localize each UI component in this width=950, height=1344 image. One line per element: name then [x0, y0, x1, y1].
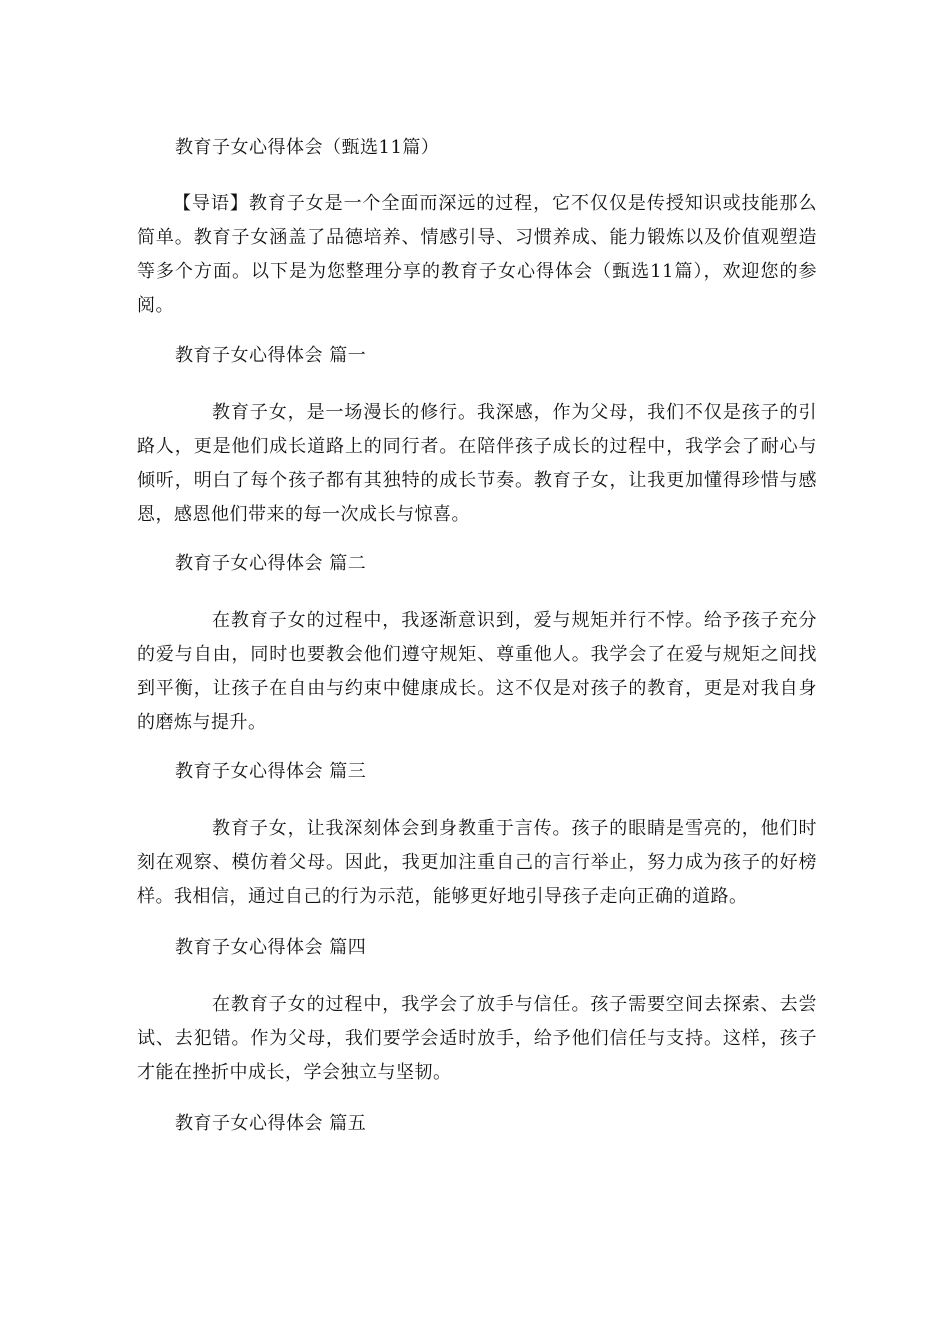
- section-body-1: 教育子女，是一场漫长的修行。我深感，作为父母，我们不仅是孩子的引路人，更是他们成长道路上的同行者。在陪伴孩子成长的过程中，我学会了耐心与倾听，明白了每个孩子都有其独特的成长节奏。教育子女，让我更加懂得珍惜与感恩，感恩他们带来的每一次成长与惊喜。: [137, 402, 817, 525]
- document-title: 教育子女心得体会（甄选11篇）: [175, 137, 440, 158]
- section-body-2: 在教育子女的过程中，我逐渐意识到，爱与规矩并行不悖。给予孩子充分的爱与自由，同时也要教会他们遵守规矩、尊重他人。我学会了在爱与规矩之间找到平衡，让孩子在自由与约束中健康成长。这不仅是对孩子的教育，更是对我自身的磨炼与提升。: [137, 610, 817, 733]
- section-heading-5: 教育子女心得体会 篇五: [175, 1113, 367, 1134]
- section-body-3: 教育子女，让我深刻体会到身教重于言传。孩子的眼睛是雪亮的，他们时刻在观察、模仿着父母。因此，我更加注重自己的言行举止，努力成为孩子的好榜样。我相信，通过自己的行为示范，能够更好地引导孩子走向正确的道路。: [137, 818, 817, 907]
- section-heading-4: 教育子女心得体会 篇四: [175, 937, 367, 958]
- section-body-4: 在教育子女的过程中，我学会了放手与信任。孩子需要空间去探索、去尝试、去犯错。作为父母，我们要学会适时放手，给予他们信任与支持。这样，孩子才能在挫折中成长，学会独立与坚韧。: [137, 994, 817, 1083]
- section-heading-1: 教育子女心得体会 篇一: [175, 345, 367, 366]
- section-heading-3: 教育子女心得体会 篇三: [175, 761, 367, 782]
- intro-paragraph: 【导语】教育子女是一个全面而深远的过程，它不仅仅是传授知识或技能那么简单。教育子女涵盖了品德培养、情感引导、习惯养成、能力锻炼以及价值观塑造等多个方面。以下是为您整理分享的教育子女心得体会（甄选11篇），欢迎您的参阅。: [137, 193, 817, 316]
- section-heading-2: 教育子女心得体会 篇二: [175, 553, 367, 574]
